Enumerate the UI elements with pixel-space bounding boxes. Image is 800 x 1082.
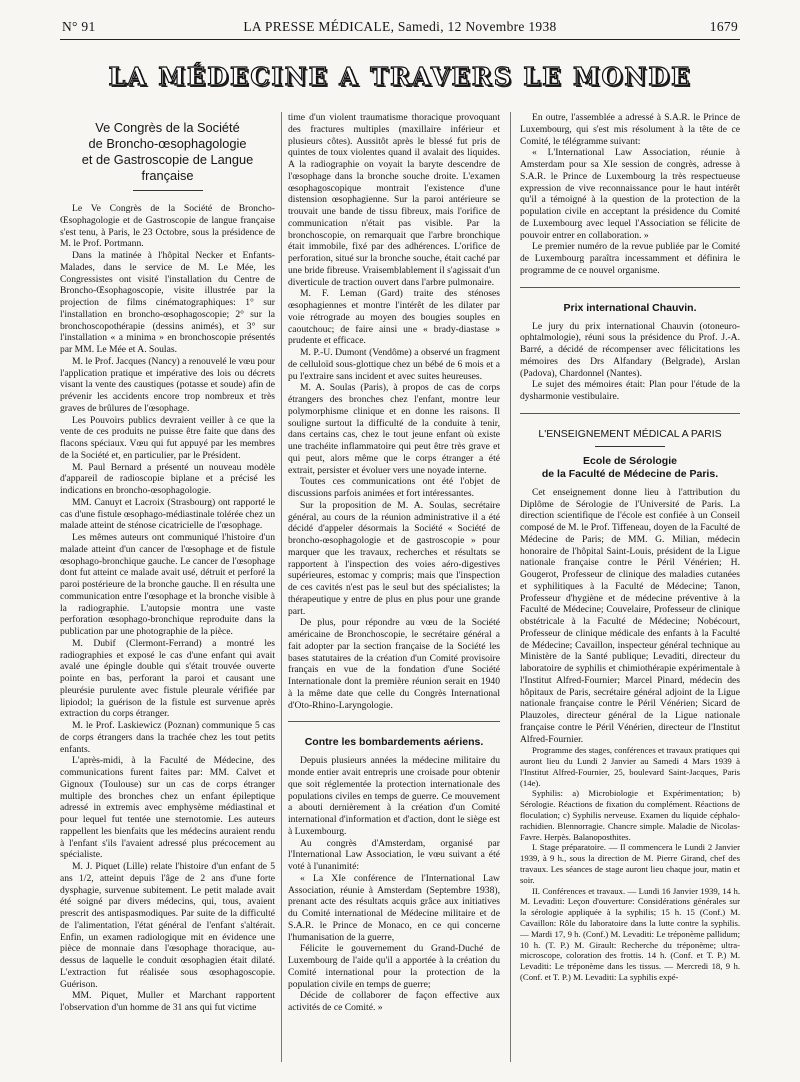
paragraph: Programme des stages, conférences et travaux pratiques qui auront lieu du Lundi 2 Janvier au Samedi 4 Mars 1939 à l'Institut Alfred-Fournier, 25, boulevard Saint-Jacques, Paris (14e). [520,745,740,788]
paragraph: M. le Prof. Jacques (Nancy) a renouvelé le vœu pour l'application pratique et impérative des lois ou décrets visant la vente des caustiques (potasse et soude) afin de prévenir les accidents encore trop nombreux et très graves de brûlures de l'œsophage. [60,355,275,414]
paragraph: M. le Prof. Laskiewicz (Poznan) communique 5 cas de corps étrangers dans la trachée chez les tout petits enfants. [60,720,275,755]
paragraph: I. Stage préparatoire. — Il commencera le Lundi 2 Janvier 1939, à 9 h., sous la direction de M. Pierre Girand, chef des travaux. Les séances de stage auront lieu chaque jour, matin et soir. [520,842,740,885]
paragraph: Les mêmes auteurs ont communiqué l'histoire d'un malade atteint d'un cancer de l'œsophage et de fistule œsophago-bronchique gauche. Le cancer de l'œsophage dont fut atteint ce malade avait usé, détruit et perforé la paroi postérieure de la bronche gauche. Il en résulta une communication entre l'œsophage et la bronche visible à la radiographie. L'autopsie montra une vaste perforation œsophago-bronchique reproduite dans la publication par une photographie de la pièce. [60,532,275,637]
paragraph: MM. Canuyt et Lacroix (Strasbourg) ont rapporté le cas d'une fistule œsophago-médiastinale tolérée chez un malade atteint de sténose cicatricielle de l'œsophage. [60,496,275,532]
paragraph: M. Dubif (Clermont-Ferrand) a montré les radiographies et exposé le cas d'une enfant qui avait avalé une épingle double qui s'était trouvée ouverte pointe en bas, perforant la paroi et causant une pleurésie purulente avec fistule pleurale vérifiée par lipiodol; la guérison de la fistule est survenue après extraction du corps étranger. [60,637,275,720]
paragraph: « La XIe conférence de l'International Law Association, réunie à Amsterdam (Septembre 1938), prenant acte des résultats acquis grâce aux initiatives du Comité international de Médecine militaire et de S.A.R. le Prince de Monaco, en ce qui concerne l'humanisation de la guerre, [288,872,500,943]
paragraph: M. J. Piquet (Lille) relate l'histoire d'un enfant de 5 ans 1/2, atteint depuis l'âge de 2 ans d'une forte dysphagie, survenue subitement. Le petit malade avait été soigné par divers médecins, qui, tous, avaient prescrit des antispasmodiques. Par suite de la difficulté de l'alimentation, l'état général de l'enfant s'altérait. Enfin, un examen radiologique mit en évidence une pièce de monnaie dans l'œsophage thoracique, au-dessus de laquelle le conduit œsophagien était dilaté. L'extraction fut réalisée sous œsophagoscopie. Guérison. [60,861,275,990]
title-rule [595,446,665,447]
issue-date: , Samedi, 12 Novembre 1938 [390,19,557,34]
section-rule [288,721,500,722]
column-divider [281,112,282,1062]
paragraph: De plus, pour répondre au vœu de la Société américaine de Bronchoscopie, le secrétaire général a fait adopter par la section française de la Société les bases statutaires de la création d'un Comité provisoire français en vue de la fondation d'une Société Internationale dont la première réunion serait en 1940 à la même date que celle du Congrès International d'Oto-Rhino-Laryngologie. [288,617,500,711]
issue-number: N° 91 [62,19,96,34]
page-number: 1679 [709,19,738,34]
paragraph: Le jury du prix international Chauvin (otoneuro-ophtalmologie), réuni sous la présidence du Prof. J.-A. Barré, a décidé de récompenser avec félicitations les mémoires des Drs Alfandary (Belgrade), Arslan (Padova), Chardonnel (Nantes). [520,320,740,379]
title-rule [133,190,203,191]
column-divider [510,112,511,1062]
subsection-title: de la Faculté de Médecine de Paris. [541,467,719,480]
journal-title-line [62,19,738,35]
paragraph: Le sujet des mémoires était: Plan pour l'étude de la dysharmonie vestibulaire. [520,379,740,402]
paragraph: « L'International Law Association, réunie à Amsterdam pour sa XIe session de congrès, adresse à S.A.R. le Prince de Luxembourg la très respectueuse expression de vive reconnaissance pour le haut intérêt qu'il a témoigné à la question de la protection de la population civile en acceptant la présidence du Comité de Luxembourg avec lequel l'Association se félicite de pouvoir entrer en collaboration. » [520,147,740,241]
paragraph: II. Conférences et travaux. — Lundi 16 Janvier 1939, 14 h. M. Levaditi: Leçon d'ouverture: Considérations générales sur la sérologie appliquée à la syphilis; 15 h. 15 (Conf.) M. Cavaillon: Rôle du laboratoire dans la lutte contre la syphilis. — Mardi 17, 9 h. (Conf.) M. Levaditi: Le tréponème pallidum; 10 h. (T. P.) M. Girault: Recherche du tréponème; ultra-microscope, coloration des frottis. 14 h. (Conf. et T. P.) M. Levaditi: Le tréponème dans les tissus. — Mercredi 18, 9 h. (Conf. et T. P.) M. Levaditi: La syphilis expé- [520,885,740,982]
journal-title: LA PRESSE MÉDICALE [243,19,391,34]
section-title: Contre les bombardements aériens. [304,736,484,749]
section-title: Prix international Chauvin. [563,301,697,314]
section-title: L'ENSEIGNEMENT MÉDICAL A PARIS [538,427,722,440]
section-banner: LA MÉDECINE A TRAVERS LE MONDE [108,62,692,91]
paragraph: M. Paul Bernard a présenté un nouveau modèle d'appareil de radioscopie biplane et a précisé les indications en broncho-œsophagologie. [60,461,275,496]
header-rule [60,39,740,40]
article-title [60,120,275,184]
paragraph: L'après-midi, à la Faculté de Médecine, des communications furent faites par: MM. Calvet et Gignoux (Toulouse) sur un cas de corps étranger multiple des bronches chez un enfant épileptique adressé in extremis avec emphysème médiastinal et pour lequel fut tentée une sternotomie. Les auteurs rappellent les bienfaits que les médecins auraient rendu à l'enfant s'ils l'avaient adressé plus précocement au spécialiste. [60,755,275,861]
article-title-line: de Broncho-œsophagologie [88,136,247,151]
paragraph: En outre, l'assemblée a adressé à S.A.R. le Prince de Luxembourg, qui s'est mis résolument à la tête de ce Comité, le télégramme suivant: [520,112,740,147]
paragraph: M. A. Soulas (Paris), à propos de cas de corps étrangers des bronches chez l'enfant, montre leur polymorphisme clinique et en donne les raisons. Il souligne surtout la difficulté de la conduite à tenir, dans certains cas, chez le tout jeune enfant où existe une trachéite inflammatoire qui peut être très grave et qui peut, alors même que le corps étranger a été extrait, persister et évoluer vers une noyade interne. [288,382,500,476]
article-title-line: et de Gastroscopie de Langue française [81,152,254,183]
paragraph: Décide de collaborer de façon effective aux activités de ce Comité. » [288,990,500,1013]
section-rule [520,413,740,414]
paragraph: Dans la matinée à l'hôpital Necker et Enfants-Malades, dans le service de M. Le Mée, les Congressistes ont visité l'installation du Centre de Broncho-Œsophagoscopie, visite illustrée par la projection de films cinématographiques: 1° sur l'installation en broncho-œsophagoscopie; 2° sur la bronchoscopothérapie (dessins animés), et 3° sur l'installation « a minima » en bronchoscopie présentés par MM. Le Mée et A. Soulas. [60,250,275,355]
paragraph: M. F. Leman (Gard) traite des sténoses œsophagiennes et montre l'intérêt de les dilater par voie rétrograde au moyen des bougies souples en caoutchouc; de faire ainsi une « brady-diastase » prudente et efficace. [288,288,500,347]
paragraph: Le premier numéro de la revue publiée par le Comité de Luxembourg paraîtra incessamment et définira le programme de ce nouvel organisme. [520,241,740,276]
paragraph: Au congrès d'Amsterdam, organisé par l'International Law Association, le vœu suivant a été voté à l'unanimité: [288,837,500,872]
paragraph: Félicite le gouvernement du Grand-Duché de Luxembourg de l'aide qu'il a apportée à la création du Comité international pour la protection de la population civile en temps de guerre; [288,943,500,990]
column-1 [60,120,275,1014]
paragraph: time d'un violent traumatisme thoracique provoquant des fractures multiples (maxillaire inférieur et plusieurs côtes). Aussitôt après le blessé fut pris de quintes de toux violentes quand il avalait des liquides. A la radiographie on voyait la baryte descendre de l'œsophage dans la bronche souche droite. L'examen œsophagoscopique montrait l'existence d'une distension œsophagienne. Sur la paroi antérieure se trouvait une bande de tissu fibreux, mais l'orifice de communication n'était pas visible. Par la bronchoscopie, on remarquait que l'arbre bronchique était immobile, fixé par des adhérences. L'orifice de perforation, situé sur la bronche souche, était caché par une bride fibreuse. Vraisemblablement il s'agissait d'un diverticule de traction ouvert dans l'arbre pulmonaire. [288,112,500,288]
paragraph: M. P.-U. Dumont (Vendôme) a observé un fragment de celluloïd sous-glottique chez un bébé de 6 mois et a pu l'extraire sans incident et avec suites heureuses. [288,347,500,382]
paragraph: Les Pouvoirs publics devraient veiller à ce que la vente de ces produits ne puisse être faite que dans des flacons spéciaux. Vœu qui fut appuyé par les membres de la Société et, en particulier, par le Président. [60,414,275,461]
paragraph: Depuis plusieurs années la médecine militaire du monde entier avait entrepris une croisade pour obtenir que soit réglementée la protection internationale des populations civiles en temps de guerre. Ce mouvement a abouti dernièrement à la création d'un Comité international d'information et d'action, dont le siège est à Luxembourg. [288,755,500,837]
paragraph: Le Ve Congrès de la Société de Broncho-Œsophagologie et de Gastroscopie de langue française s'est tenu, à Paris, le 23 Octobre, sous la présidence de M. le Prof. Portmann. [60,203,275,250]
paragraph: MM. Piquet, Muller et Marchant rapportent l'observation d'un homme de 31 ans qui fut victime [60,990,275,1013]
running-header [62,19,738,39]
column-3 [520,112,740,983]
paragraph: Cet enseignement donne lieu à l'attribution du Diplôme de Sérologie de l'Université de Paris. La direction scientifique de l'école est confiée à un Conseil composé de M. le Prof. Tiffeneau, doyen de la Faculté de Médecine de Paris; de MM. G. Milian, médecin honoraire de l'hôpital Saint-Louis, président de la Ligue nationale française contre le Péril Vénérien; H. Gougerot, Professeur de clinique des maladies cutanées et syphilitiques à la Faculté de Médecine; Tanon, Professeur d'hygiène et de médecine préventive à la Faculté de Médecine; Couvelaire, Professeur de clinique obstétricale à la Faculté de Médecine; Nobécourt, Professeur de clinique médicale des enfants à la Faculté de Médecine; Cavaillon, inspecteur général technique au Ministère de la Santé publique; Levaditi, directeur du laboratoire de syphilis et chimiothérapie expérimentale à l'Institut Alfred-Fournier; Marcel Pinard, médecin des hôpitaux de Paris, secrétaire général adjoint de la Ligue nationale française contre le Péril Vénérien; Sicard de Plauzoles, directeur général de la Ligue nationale française contre le Péril Vénérien, directeur de l'Institut Alfred-Fournier. [520,486,740,745]
section-rule [520,287,740,288]
paragraph: Toutes ces communications ont été l'objet de discussions parfois animées et fort intéressantes. [288,476,500,499]
paragraph: Syphilis: a) Microbiologie et Expérimentation; b) Sérologie. Réactions de fixation du complément. Réactions de floculation; c) Syphilis nerveuse. Examen du liquide céphalo-rachidien. Blennorragie. Chancre simple. Maladie de Nicolas-Favre. Herpès. Balanoposthites. [520,788,740,842]
subsection-title: Ecole de Sérologie [583,454,677,467]
paragraph: Sur la proposition de M. A. Soulas, secrétaire général, au cours de la réunion administrative il a été décidé d'appeler désormais la Société « Société de broncho-œsophagologie et de gastroscopie » pour marquer que les travaux, recherches et résultats se rapportent à l'inspection des voies aéro-digestives supérieures, estomac y compris; mais que l'inspection de ces cavités n'est pas le seul but des spécialistes; la thérapeutique y entre de plus en plus pour une grande part. [288,499,500,617]
article-title-line: Ve Congrès de la Société [95,120,240,135]
column-2 [288,112,500,1014]
